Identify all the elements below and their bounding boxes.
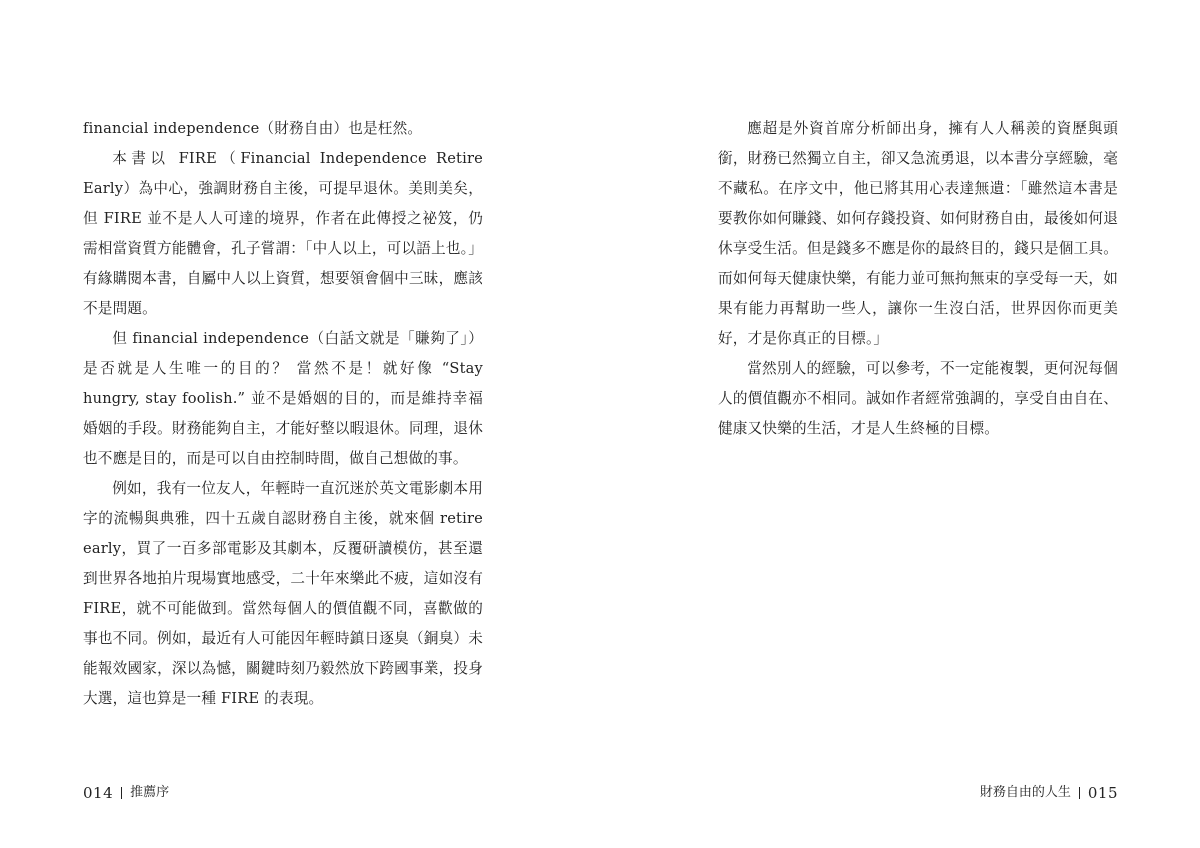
book-title-label: 財務自由的人生	[979, 785, 1071, 800]
footer-divider	[121, 787, 122, 799]
paragraph: 應超是外資首席分析師出身，擁有人人稱羨的資歷與頭銜，財務已然獨立自主，卻又急流勇退，以本書分享經驗，毫不藏私。在序文中，他已將其用心表達無遺：「雖然這本書是要教你如何賺錢、如何存錢投資、如何財務自由，最後如何退休享受生活。但是錢多不應是你的最終目的，錢只是個工具。而如何每天健康快樂，有能力並可無拘無束的享受每一天，如果有能力再幫助一些人，讓你一生沒白活，世界因你而更美好，才是你真正的目標。」	[718, 120, 1118, 347]
page-number: 014	[83, 784, 114, 802]
right-page-body	[718, 114, 1118, 444]
footer-divider	[1079, 787, 1080, 799]
page-number: 015	[1087, 784, 1118, 802]
paragraph: 但 financial independence（白話文就是「賺夠了」）是否就是人生唯一的目的？ 當然不是！就好像 “Stay hungry, stay foolish.” 並不是婚姻的目的，而是維持幸福婚姻的手段。財務能夠自主，才能好整以暇退休。同理，退休也不應是目的，而是可以自由控制時間，做自己想做的事。	[83, 330, 483, 467]
paragraph: 當然別人的經驗，可以參考，不一定能複製，更何況每個人的價值觀亦不相同。誠如作者經常強調的，享受自由自在、健康又快樂的生活，才是人生終極的目標。	[718, 360, 1118, 437]
paragraph: 本書以 FIRE（Financial Independence Retire Early）為中心，強調財務自主後，可提早退休。美則美矣，但 FIRE 並不是人人可達的境界，作者在此傳授之祕笈，仍需相當資質方能體會，孔子嘗謂：「中人以上，可以語上也。」有緣購閱本書，自屬中人以上資質，想要領會個中三昧，應該不是問題。	[83, 150, 483, 317]
right-page-footer	[980, 783, 1118, 803]
left-page-footer	[83, 783, 169, 803]
paragraph: financial independence（財務自由）也是枉然。	[83, 120, 423, 137]
left-page-body	[83, 114, 483, 714]
section-label: 推薦序	[130, 785, 170, 800]
right-page	[600, 0, 1200, 848]
paragraph: 例如，我有一位友人，年輕時一直沉迷於英文電影劇本用字的流暢與典雅，四十五歲自認財務自主後，就來個 retire early，買了一百多部電影及其劇本，反覆研讀模仿，甚至還到世界各地拍片現場實地感受，二十年來樂此不疲，這如沒有 FIRE，就不可能做到。當然每個人的價值觀不同，喜歡做的事也不同。例如，最近有人可能因年輕時鎮日逐臭（銅臭）未能報效國家，深以為憾，關鍵時刻乃毅然放下跨國事業，投身大選，這也算是一種 FIRE 的表現。	[83, 480, 483, 707]
